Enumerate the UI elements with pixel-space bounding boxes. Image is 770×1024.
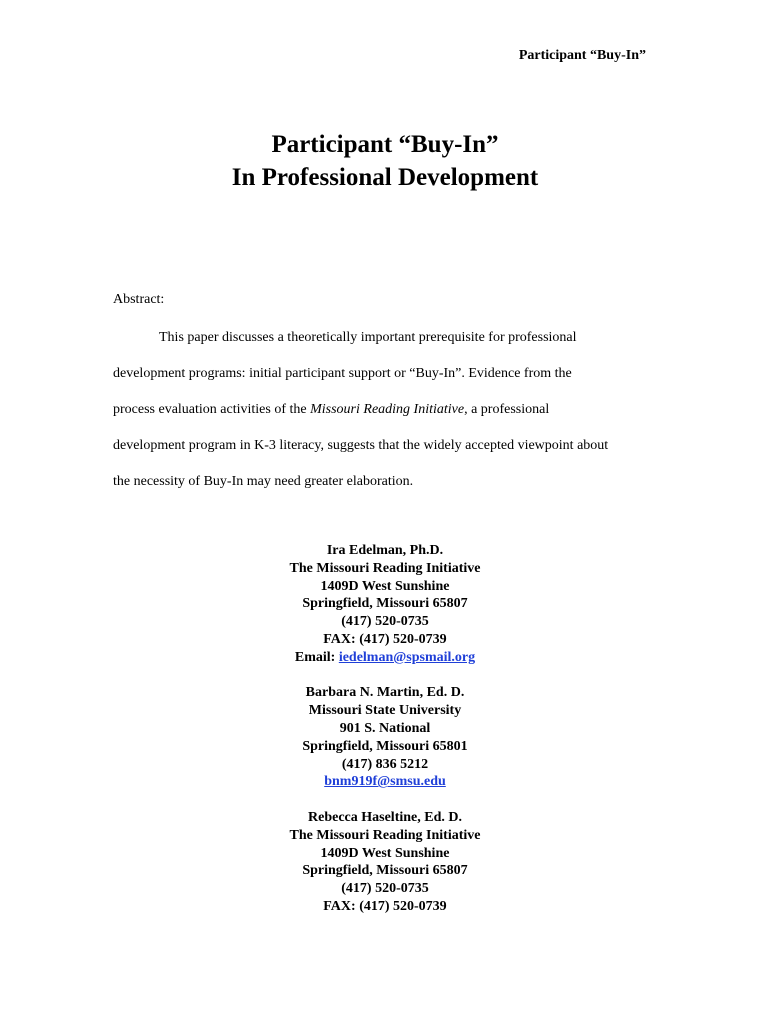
author-city: Springfield, Missouri 65801 — [302, 738, 468, 754]
title-line-1: Participant “Buy-In” — [271, 131, 499, 158]
abstract-line: This paper discusses a theoretically important prerequisite for professional — [159, 330, 577, 345]
author-organization: Missouri State University — [308, 703, 462, 719]
author-fax: FAX: (417) 520-0739 — [323, 898, 447, 914]
author-city: Springfield, Missouri 65807 — [302, 863, 468, 879]
author-name: Barbara N. Martin, Ed. D. — [305, 685, 465, 701]
email-label: Email: — [294, 649, 339, 665]
abstract-label: Abstract: — [113, 292, 165, 307]
abstract-line: development program in K-3 literacy, suggests that the widely accepted viewpoint about — [113, 438, 609, 453]
email-link[interactable]: bnm919f@smsu.edu — [324, 774, 446, 790]
abstract-text: process evaluation activities of the — [113, 402, 307, 417]
author-city: Springfield, Missouri 65807 — [302, 596, 468, 612]
author-phone: (417) 520-0735 — [341, 881, 429, 897]
author-email-line — [0, 649, 770, 667]
abstract-line: the necessity of Buy-In may need greater elaboration. — [113, 474, 414, 489]
author-block — [0, 542, 770, 667]
author-phone: (417) 836 5212 — [341, 756, 429, 772]
author-block — [0, 809, 770, 916]
author-phone: (417) 520-0735 — [341, 614, 429, 630]
author-organization: The Missouri Reading Initiative — [289, 827, 481, 843]
abstract-body — [113, 320, 673, 500]
author-street: 1409D West Sunshine — [320, 578, 450, 594]
author-email-line — [0, 773, 770, 791]
running-head: Participant “Buy-In” — [518, 48, 646, 63]
author-list — [0, 542, 770, 934]
paper-title — [0, 128, 770, 194]
program-name: Missouri Reading Initiative — [310, 402, 465, 417]
author-organization: The Missouri Reading Initiative — [289, 560, 481, 576]
author-block — [0, 684, 770, 791]
author-name: Ira Edelman, Ph.D. — [326, 543, 444, 558]
title-line-2: In Professional Development — [231, 164, 539, 191]
abstract-text: , a professional — [464, 402, 550, 417]
email-link[interactable]: iedelman@spsmail.org — [338, 649, 476, 665]
author-street: 1409D West Sunshine — [320, 845, 450, 861]
abstract-line — [113, 392, 673, 428]
abstract-line: development programs: initial participant support or “Buy-In”. Evidence from the — [113, 366, 572, 381]
author-name: Rebecca Haseltine, Ed. D. — [308, 809, 462, 825]
author-street: 901 S. National — [339, 720, 431, 736]
author-fax: FAX: (417) 520-0739 — [323, 631, 447, 647]
